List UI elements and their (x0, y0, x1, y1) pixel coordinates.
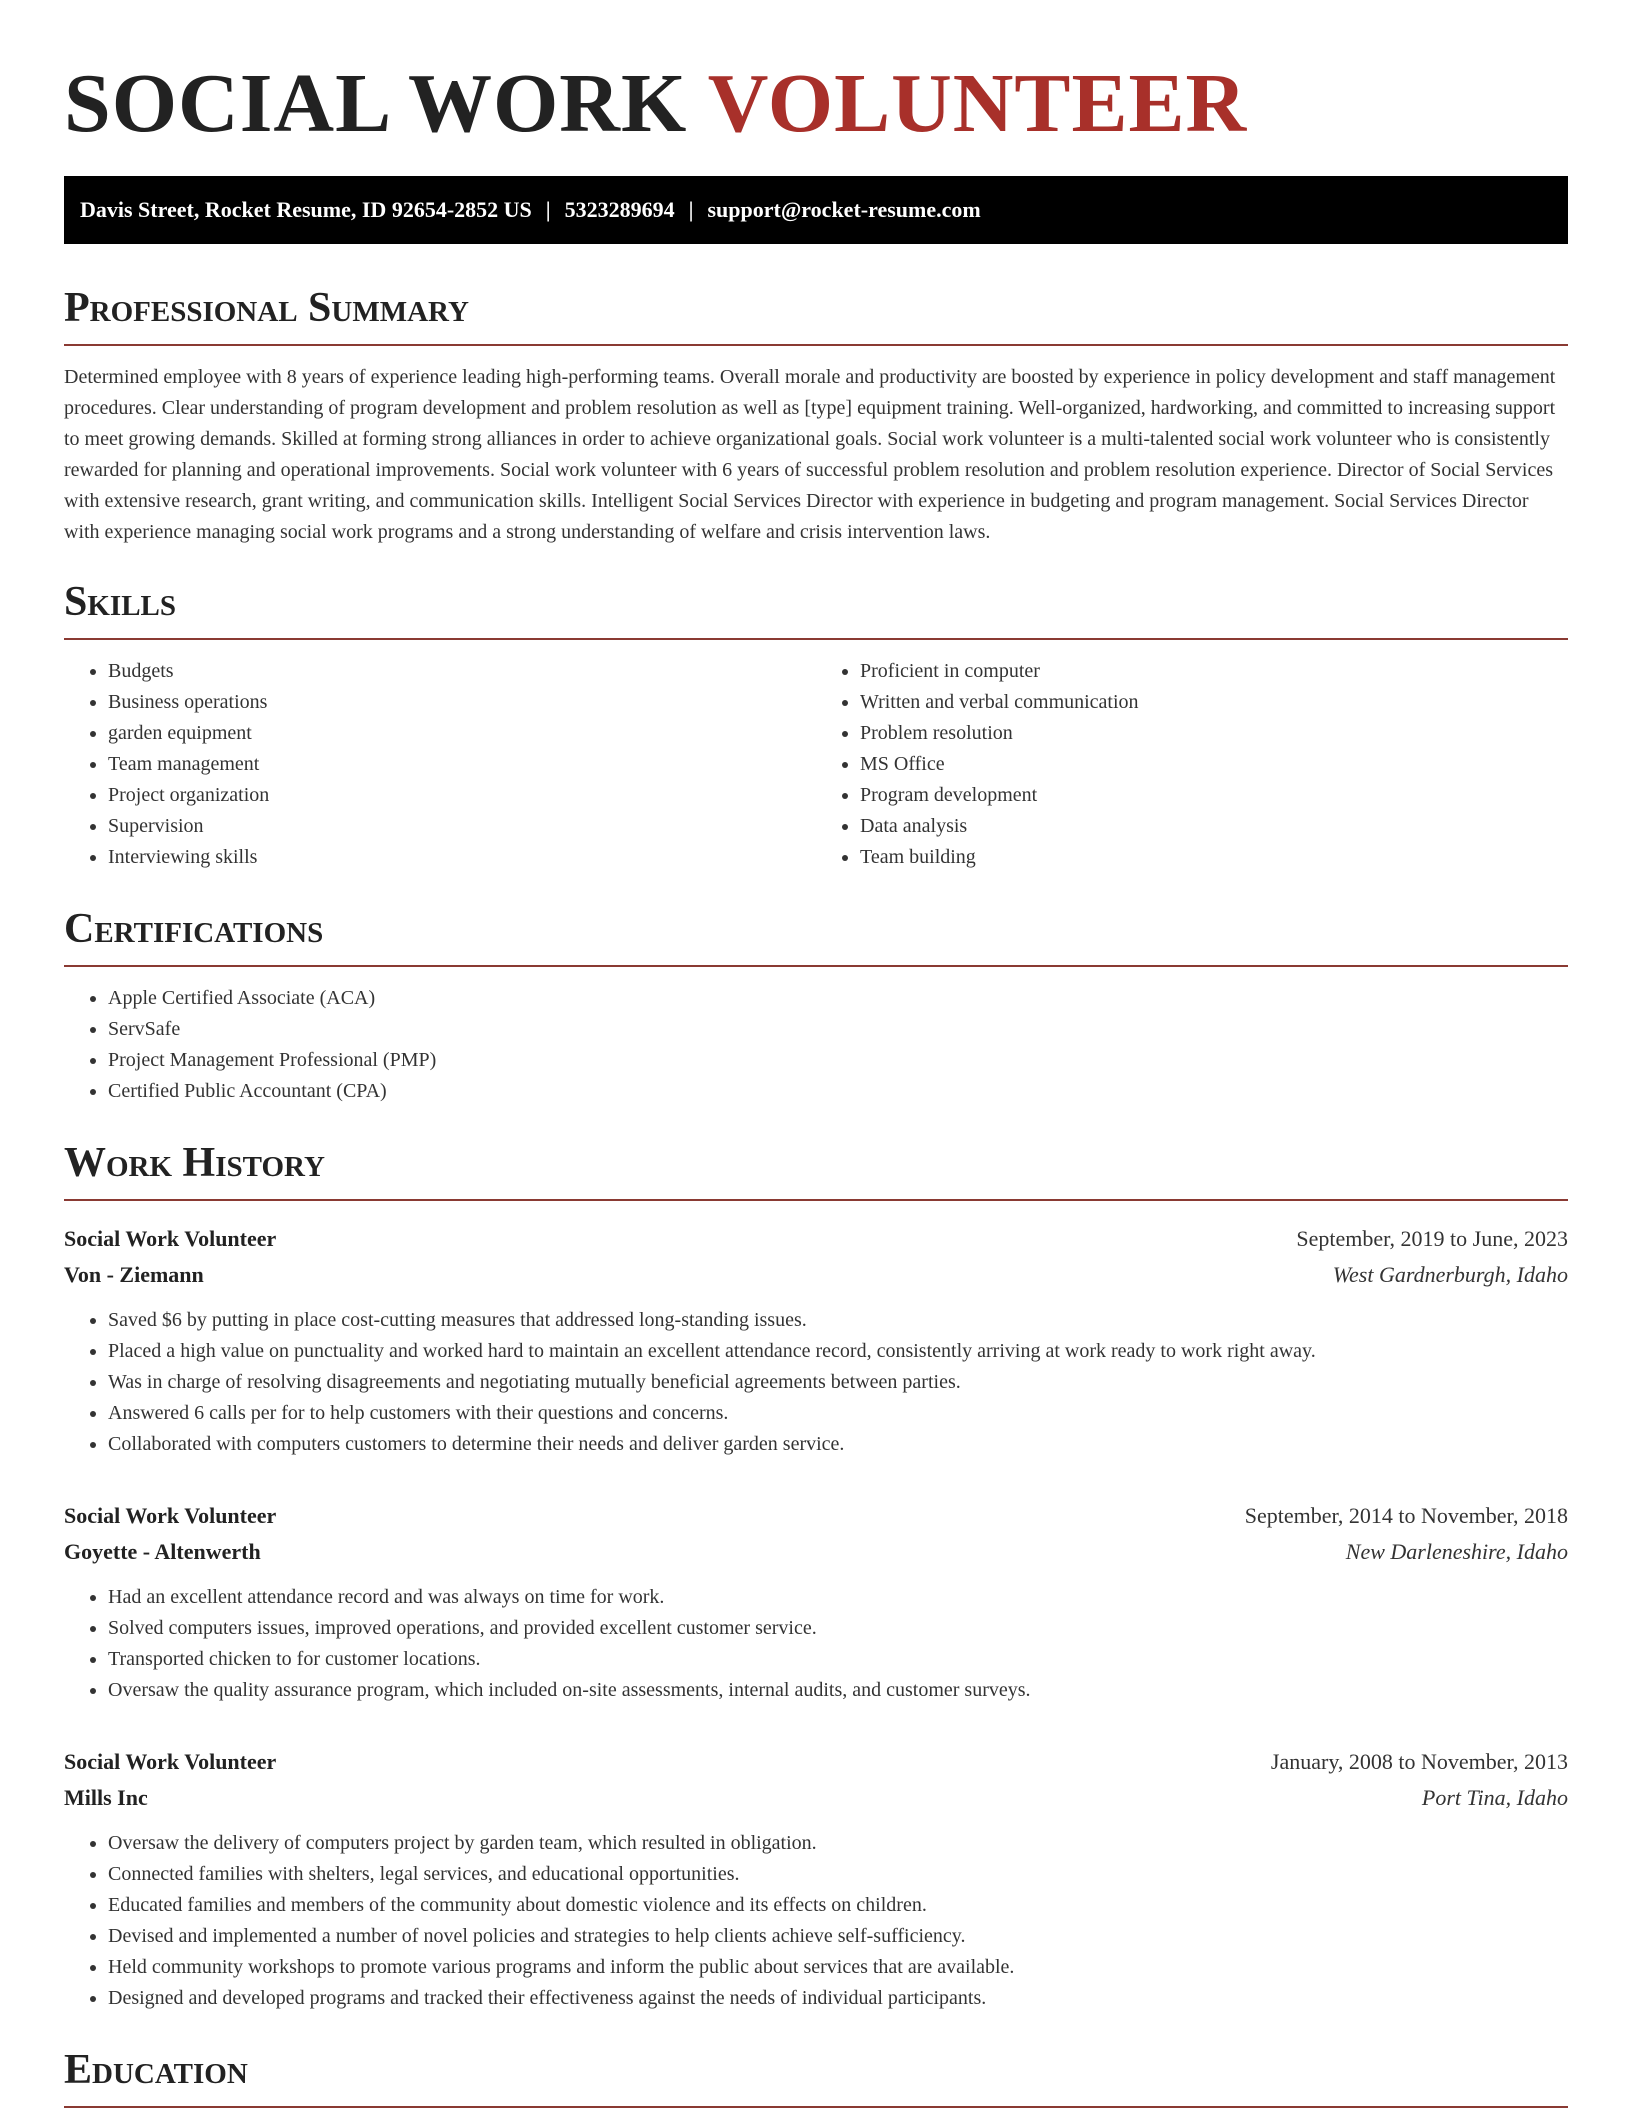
job-bullet: • Saved $6 by putting in place cost-cutting measures that addressed long-standing issues. (108, 1305, 1568, 1336)
job-entry (64, 1221, 1568, 1460)
job-bullet: • Collaborated with computers customers to determine their needs and deliver garden service. (108, 1429, 1568, 1460)
skill-item: • Interviewing skills (108, 842, 816, 873)
education-section (64, 2014, 1568, 2108)
job-entry (64, 1744, 1568, 2014)
job-header-row (64, 1221, 1568, 1257)
section-title: Skills (64, 576, 1568, 640)
job-header-row (64, 1744, 1568, 1780)
skill-item: • Supervision (108, 811, 816, 842)
job-bullet: • Placed a high value on punctuality and worked hard to maintain an excellent attendance record, consistently arriving at work ready to work right away. (108, 1336, 1568, 1367)
job-bullet: • Held community workshops to promote various programs and inform the public about services that are available. (108, 1952, 1568, 1983)
job-header-row (64, 1498, 1568, 1534)
certifications-list (64, 983, 1568, 1107)
skills-section (64, 548, 1568, 873)
name-part-2: VOLUNTEER (707, 57, 1248, 150)
section-title: Professional Summary (64, 282, 1568, 346)
skill-item: • garden equipment (108, 718, 816, 749)
job-location: Port Tina, Idaho (1421, 1785, 1568, 1810)
section-title: Education (64, 2044, 1568, 2108)
job-bullet: • Connected families with shelters, legal services, and educational opportunities. (108, 1859, 1568, 1890)
skill-item: • MS Office (860, 749, 1568, 780)
skill-item: • Data analysis (860, 811, 1568, 842)
certification-item: • Project Management Professional (PMP) (108, 1045, 1568, 1076)
job-location: West Gardnerburgh, Idaho (1332, 1262, 1568, 1287)
section-title: Certifications (64, 903, 1568, 967)
job-company: Goyette - Altenwerth (64, 1539, 261, 1564)
summary-text: Determined employee with 8 years of experience leading high-performing teams. Overall morale and productivity are boosted by experience in policy development and staff management procedures. Clear understanding of program development and problem resolution as well as [type] equipment training. Well-organized, hardworking, and committed to increasing support to meet growing demands. Skilled at forming strong alliances in order to achieve organizational goals. Social work volunteer is a multi-talented social work volunteer who is consistently rewarded for planning and operational improvements. Social work volunteer with 6 years of successful problem resolution and problem resolution experience. Director of Social Services with extensive research, grant writing, and communication skills. Intelligent Social Services Director with experience in budgeting and program management. Social Services Director with experience managing social work programs and a strong understanding of welfare and crisis intervention laws. (64, 366, 1556, 543)
job-bullet: • Designed and developed programs and tracked their effectiveness against the needs of individual participants. (108, 1983, 1568, 2014)
job-title: Social Work Volunteer (64, 1749, 277, 1774)
job-title: Social Work Volunteer (64, 1226, 277, 1251)
job-entry (64, 1498, 1568, 1706)
job-dates: September, 2019 to June, 2023 (1296, 1226, 1568, 1251)
job-company: Mills Inc (64, 1785, 148, 1810)
skill-item: • Program development (860, 780, 1568, 811)
contact-address: Davis Street, Rocket Resume, ID 92654-2852 US (80, 197, 532, 222)
contact-email: support@rocket-resume.com (707, 197, 981, 222)
job-dates: September, 2014 to November, 2018 (1244, 1503, 1568, 1528)
skills-column-right (816, 656, 1568, 873)
section-title: Work History (64, 1137, 1568, 1201)
skills-column-left (64, 656, 816, 873)
contact-phone: 5323289694 (564, 197, 675, 222)
skill-item: • Team management (108, 749, 816, 780)
job-bullet: • Solved computers issues, improved operations, and provided excellent customer service. (108, 1613, 1568, 1644)
skill-item: • Business operations (108, 687, 816, 718)
job-bullets (64, 1582, 1568, 1706)
certification-item: • ServSafe (108, 1014, 1568, 1045)
skill-item: • Team building (860, 842, 1568, 873)
professional-summary-section (64, 244, 1568, 548)
skill-item: • Written and verbal communication (860, 687, 1568, 718)
skill-item: • Budgets (108, 656, 816, 687)
contact-separator: | (545, 197, 551, 222)
job-bullets (64, 1305, 1568, 1460)
job-bullet: • Devised and implemented a number of novel policies and strategies to help clients achieve self-sufficiency. (108, 1921, 1568, 1952)
work-history-section (64, 1107, 1568, 2014)
contact-separator: | (688, 197, 694, 222)
job-bullets (64, 1828, 1568, 2014)
certifications-section (64, 873, 1568, 1107)
job-company-row (64, 1780, 1568, 1816)
job-bullet: • Educated families and members of the community about domestic violence and its effects on children. (108, 1890, 1568, 1921)
job-location: New Darleneshire, Idaho (1345, 1539, 1568, 1564)
job-bullet: • Answered 6 calls per for to help customers with their questions and concerns. (108, 1398, 1568, 1429)
resume-name-title (64, 0, 1568, 160)
certification-item: • Apple Certified Associate (ACA) (108, 983, 1568, 1014)
skill-item: • Problem resolution (860, 718, 1568, 749)
job-bullet: • Had an excellent attendance record and was always on time for work. (108, 1582, 1568, 1613)
job-bullet: • Was in charge of resolving disagreements and negotiating mutually beneficial agreements between parties. (108, 1367, 1568, 1398)
job-bullet: • Oversaw the quality assurance program, which included on-site assessments, internal audits, and customer surveys. (108, 1675, 1568, 1706)
job-title: Social Work Volunteer (64, 1503, 277, 1528)
job-company-row (64, 1534, 1568, 1570)
job-dates: January, 2008 to November, 2013 (1270, 1749, 1568, 1774)
skill-item: • Project organization (108, 780, 816, 811)
name-part-1: SOCIAL WORK (64, 57, 688, 150)
skills-grid (64, 656, 1568, 873)
job-bullet: • Transported chicken to for customer locations. (108, 1644, 1568, 1675)
job-company-row (64, 1257, 1568, 1293)
job-bullet: • Oversaw the delivery of computers project by garden team, which resulted in obligation. (108, 1828, 1568, 1859)
contact-bar (64, 176, 1568, 244)
job-company: Von - Ziemann (64, 1262, 204, 1287)
skill-item: • Proficient in computer (860, 656, 1568, 687)
certification-item: • Certified Public Accountant (CPA) (108, 1076, 1568, 1107)
